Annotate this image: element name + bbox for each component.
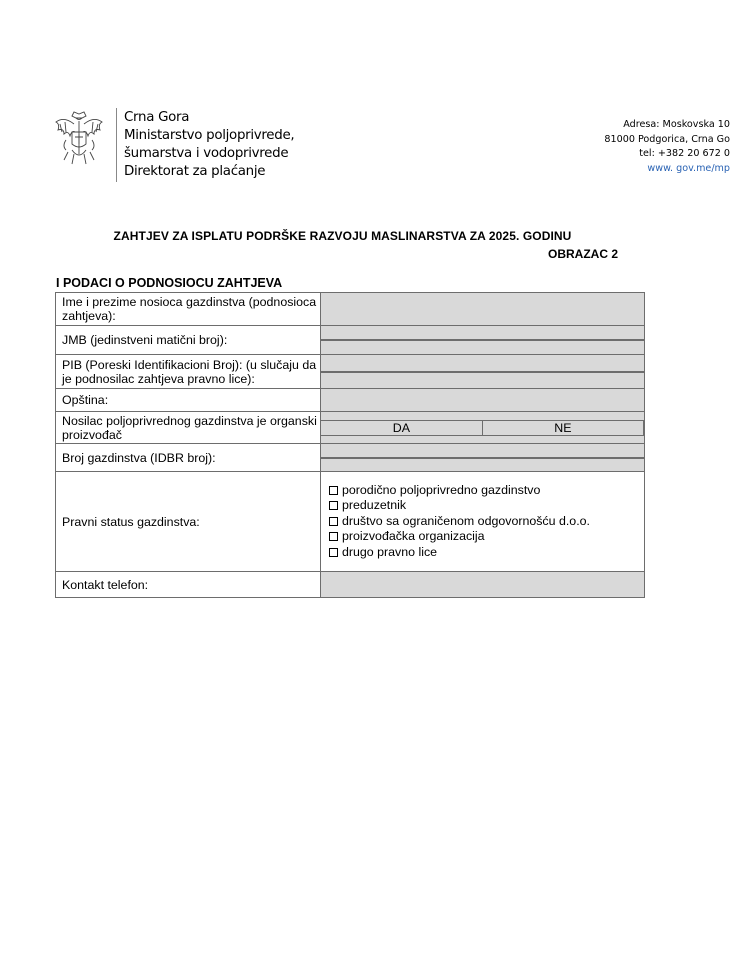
organic-no-option[interactable]: NE [482,420,643,435]
checkbox-icon[interactable] [329,532,338,541]
ime-input[interactable] [321,293,645,326]
address-line: 81000 Podgorica, Crna Go [604,133,730,145]
jmb-digit[interactable] [569,340,594,341]
kontakt-input[interactable] [321,572,645,598]
institution-block [124,109,294,181]
table-row [56,572,645,598]
legal-status-option[interactable]: porodično poljoprivredno gazdinstvo [329,483,644,499]
table-row [56,444,645,472]
row-label-kontakt: Kontakt telefon: [56,572,321,598]
jmb-digit[interactable] [321,340,346,341]
jmb-digit[interactable] [470,340,495,341]
idbr-digit[interactable] [361,457,401,458]
organic-options [321,420,644,436]
jmb-digit[interactable] [594,340,619,341]
jmb-digit[interactable] [420,340,445,341]
coat-of-arms-logo [52,110,106,168]
idbr-digit[interactable] [563,457,603,458]
address-block [500,118,730,176]
legal-status-option[interactable]: društvo sa ograničenom odgovornošću d.o.o. [329,514,644,530]
pib-digit[interactable] [523,371,563,372]
idbr-digit[interactable] [482,457,522,458]
pib-digit[interactable] [361,371,401,372]
checkbox-icon[interactable] [329,517,338,526]
table-row [56,326,645,355]
legal-status-options [321,472,645,572]
pib-digit[interactable] [482,371,522,372]
jmb-digit[interactable] [371,340,396,341]
jmb-digit[interactable] [445,340,470,341]
row-label-organski: Nosilac poljoprivrednog gazdinstva je organski proizvođač [56,412,321,444]
jmb-digit[interactable] [395,340,420,341]
institution-line: Ministarstvo poljoprivrede, [124,128,295,143]
jmb-input[interactable] [321,326,645,355]
website-link[interactable]: www. gov.me/mp [647,162,730,174]
organic-producer-choice [321,412,645,444]
opstina-input[interactable] [321,389,645,412]
row-label-pib: PIB (Poreski Identifikacioni Broj): (u slučaju da je podnosilac zahtjeva pravno lice): [56,355,321,389]
row-label-ime: Ime i prezime nosioca gazdinstva (podnosioca zahtjeva): [56,293,321,326]
idbr-input[interactable] [321,444,645,472]
idbr-digit[interactable] [523,457,563,458]
header-divider [116,108,117,182]
legal-status-option[interactable]: proizvođačka organizacija [329,529,644,545]
address-line: Adresa: Moskovska 10 [623,119,730,130]
pib-input[interactable] [321,355,645,389]
table-row [56,389,645,412]
pib-digit[interactable] [603,371,643,372]
section-title: I PODACI O PODNOSIOCU ZAHTJEVA [56,276,283,290]
jmb-digit-cells [321,339,644,341]
row-label-pravni-status: Pravni status gazdinstva: [56,472,321,572]
row-label-opstina: Opština: [56,389,321,412]
phone-line: tel: +382 20 672 0 [639,148,730,159]
idbr-digit-cells [321,457,644,459]
checkbox-icon[interactable] [329,486,338,495]
idbr-digit[interactable] [603,457,643,458]
checkbox-icon[interactable] [329,548,338,557]
idbr-digit[interactable] [402,457,442,458]
jmb-digit[interactable] [519,340,544,341]
institution-line: Direktorat za plaćanje [124,164,266,179]
idbr-digit[interactable] [321,457,361,458]
pib-digit[interactable] [563,371,603,372]
jmb-digit[interactable] [346,340,371,341]
table-row [56,412,645,444]
row-label-jmb: JMB (jedinstveni matični broj): [56,326,321,355]
pib-digit-cells [321,371,644,373]
checkbox-icon[interactable] [329,501,338,510]
table-row [56,355,645,389]
document-title: ZAHTJEV ZA ISPLATU PODRŠKE RAZVOJU MASLINARSTVA ZA 2025. GODINU [113,229,572,243]
pib-digit[interactable] [442,371,482,372]
applicant-data-table [55,292,645,598]
legal-status-option[interactable]: drugo pravno lice [329,545,644,561]
jmb-digit[interactable] [544,340,569,341]
idbr-digit[interactable] [442,457,482,458]
form-number: OBRAZAC 2 [548,247,619,261]
table-row [56,293,645,326]
pib-digit[interactable] [321,371,361,372]
table-row [56,472,645,572]
jmb-digit[interactable] [619,340,644,341]
row-label-idbr: Broj gazdinstva (IDBR broj): [56,444,321,472]
legal-status-option[interactable]: preduzetnik [329,498,644,514]
pib-digit[interactable] [402,371,442,372]
organic-yes-option[interactable]: DA [321,420,482,435]
institution-line: šumarstva i vodoprivrede [124,146,289,161]
jmb-digit[interactable] [495,340,520,341]
institution-line: Crna Gora [124,110,190,125]
